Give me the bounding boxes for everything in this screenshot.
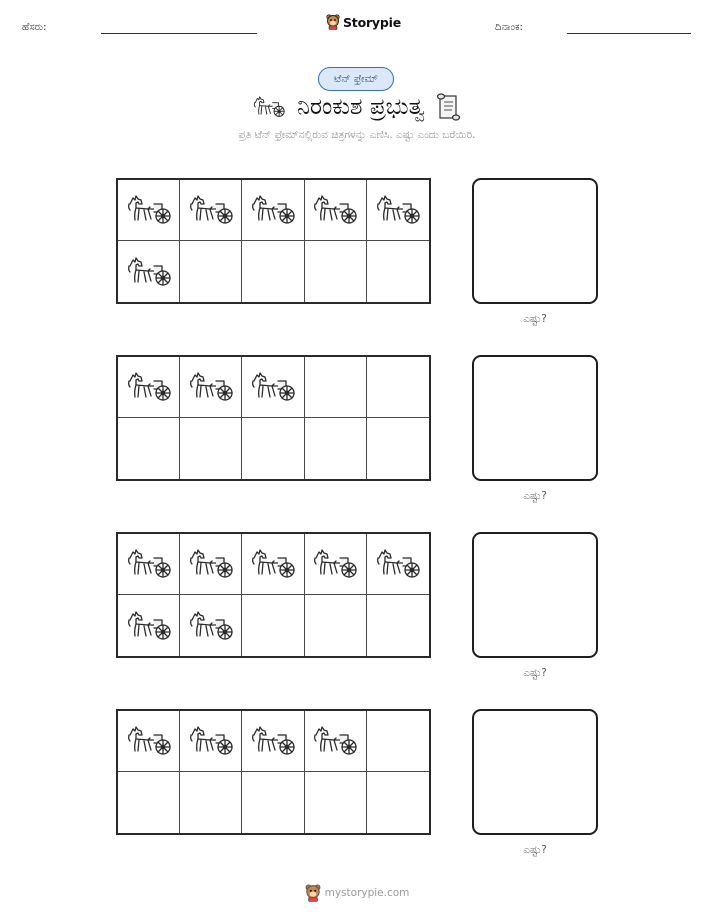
horse-chariot-icon bbox=[188, 546, 234, 582]
ten-frame-cell bbox=[180, 418, 242, 479]
horse-chariot-icon bbox=[250, 369, 296, 405]
storypie-mascot-icon bbox=[305, 884, 321, 902]
ten-frame-cell bbox=[242, 772, 304, 833]
answer-box[interactable] bbox=[472, 709, 598, 835]
ten-frame-cell bbox=[242, 711, 304, 772]
ten-frame-cell bbox=[118, 241, 180, 302]
ten-frame-cell bbox=[118, 180, 180, 241]
ten-frame-cell bbox=[180, 241, 242, 302]
title-row bbox=[0, 92, 714, 122]
ten-frame-cell bbox=[118, 534, 180, 595]
footer bbox=[0, 884, 714, 902]
brand-logo bbox=[326, 14, 401, 30]
horse-chariot-icon bbox=[126, 369, 172, 405]
ten-frame-cell bbox=[242, 418, 304, 479]
ten-frame-cell bbox=[305, 241, 367, 302]
ten-frame-cell bbox=[118, 711, 180, 772]
ten-frame bbox=[116, 178, 431, 304]
ten-frame-cell bbox=[305, 357, 367, 418]
ten-frame-cell bbox=[367, 711, 429, 772]
horse-chariot-icon bbox=[312, 192, 358, 228]
ten-frame-cell bbox=[367, 595, 429, 656]
worksheet-type-badge: ಟೆನ್ ಫ್ರೇಮ್ bbox=[318, 67, 394, 91]
footer-url[interactable]: mystorypie.com bbox=[324, 887, 410, 899]
ten-frame-cell bbox=[242, 595, 304, 656]
ten-frame bbox=[116, 709, 431, 835]
horse-chariot-icon bbox=[126, 192, 172, 228]
storypie-mascot-icon bbox=[326, 14, 340, 30]
ten-frame-cell bbox=[118, 772, 180, 833]
ten-frame-cell bbox=[118, 418, 180, 479]
how-many-label: ಎಷ್ಟು? bbox=[523, 844, 547, 856]
horse-chariot-icon bbox=[126, 546, 172, 582]
horse-chariot-icon bbox=[188, 369, 234, 405]
ten-frame-cell bbox=[367, 357, 429, 418]
ten-frame-cell bbox=[180, 180, 242, 241]
horse-chariot-icon bbox=[250, 723, 296, 759]
how-many-label: ಎಷ್ಟು? bbox=[523, 667, 547, 679]
ten-frame-cell bbox=[305, 711, 367, 772]
horse-chariot-icon bbox=[126, 254, 172, 290]
horse-chariot-icon bbox=[250, 192, 296, 228]
ten-frame-cell bbox=[242, 180, 304, 241]
ten-frame-cell bbox=[242, 357, 304, 418]
ten-frame-cell bbox=[118, 595, 180, 656]
scroll-icon bbox=[435, 92, 463, 122]
date-label: ದಿನಾಂಕ: bbox=[495, 22, 523, 33]
horse-chariot-icon bbox=[126, 608, 172, 644]
ten-frame-cell bbox=[367, 418, 429, 479]
ten-frame-cell bbox=[180, 534, 242, 595]
name-label: ಹೆಸರು: bbox=[22, 22, 47, 33]
how-many-label: ಎಷ್ಟು? bbox=[523, 313, 547, 325]
horse-chariot-icon bbox=[375, 546, 421, 582]
ten-frame bbox=[116, 532, 431, 658]
horse-chariot-icon bbox=[375, 192, 421, 228]
horse-chariot-icon bbox=[126, 723, 172, 759]
horse-chariot-icon bbox=[312, 723, 358, 759]
horse-chariot-icon bbox=[250, 546, 296, 582]
horse-chariot-icon bbox=[188, 608, 234, 644]
ten-frame-cell bbox=[305, 418, 367, 479]
horse-chariot-icon bbox=[188, 192, 234, 228]
ten-frame-cell bbox=[305, 772, 367, 833]
ten-frame-cell bbox=[242, 241, 304, 302]
horse-chariot-icon bbox=[251, 94, 287, 120]
ten-frame-cell bbox=[180, 357, 242, 418]
ten-frame-cell bbox=[242, 534, 304, 595]
ten-frame-cell bbox=[118, 357, 180, 418]
ten-frame-cell bbox=[305, 534, 367, 595]
how-many-label: ಎಷ್ಟು? bbox=[523, 490, 547, 502]
ten-frame-cell bbox=[367, 241, 429, 302]
ten-frame-cell bbox=[367, 534, 429, 595]
ten-frame-cell bbox=[180, 772, 242, 833]
ten-frame-cell bbox=[305, 595, 367, 656]
ten-frame-cell bbox=[367, 772, 429, 833]
ten-frame-cell bbox=[180, 711, 242, 772]
brand-name: Storypie bbox=[343, 14, 401, 30]
horse-chariot-icon bbox=[188, 723, 234, 759]
horse-chariot-icon bbox=[312, 546, 358, 582]
ten-frame-cell bbox=[180, 595, 242, 656]
name-field[interactable] bbox=[101, 33, 257, 34]
ten-frame-cell bbox=[367, 180, 429, 241]
page-title: ನಿರಂಕುಶ ಪ್ರಭುತ್ವ bbox=[297, 94, 425, 120]
answer-box[interactable] bbox=[472, 532, 598, 658]
instructions: ಪ್ರತಿ ಟೆನ್ ಫ್ರೇಮ್‌ನಲ್ಲಿರುವ ಚಿತ್ರಗಳನ್ನು ಎಣಿಸಿ. ಎಷ್ಟು ಎಂದು ಬರೆಯಿರಿ. bbox=[238, 129, 476, 141]
ten-frame bbox=[116, 355, 431, 481]
answer-box[interactable] bbox=[472, 355, 598, 481]
answer-box[interactable] bbox=[472, 178, 598, 304]
ten-frame-cell bbox=[305, 180, 367, 241]
date-field[interactable] bbox=[567, 33, 691, 34]
